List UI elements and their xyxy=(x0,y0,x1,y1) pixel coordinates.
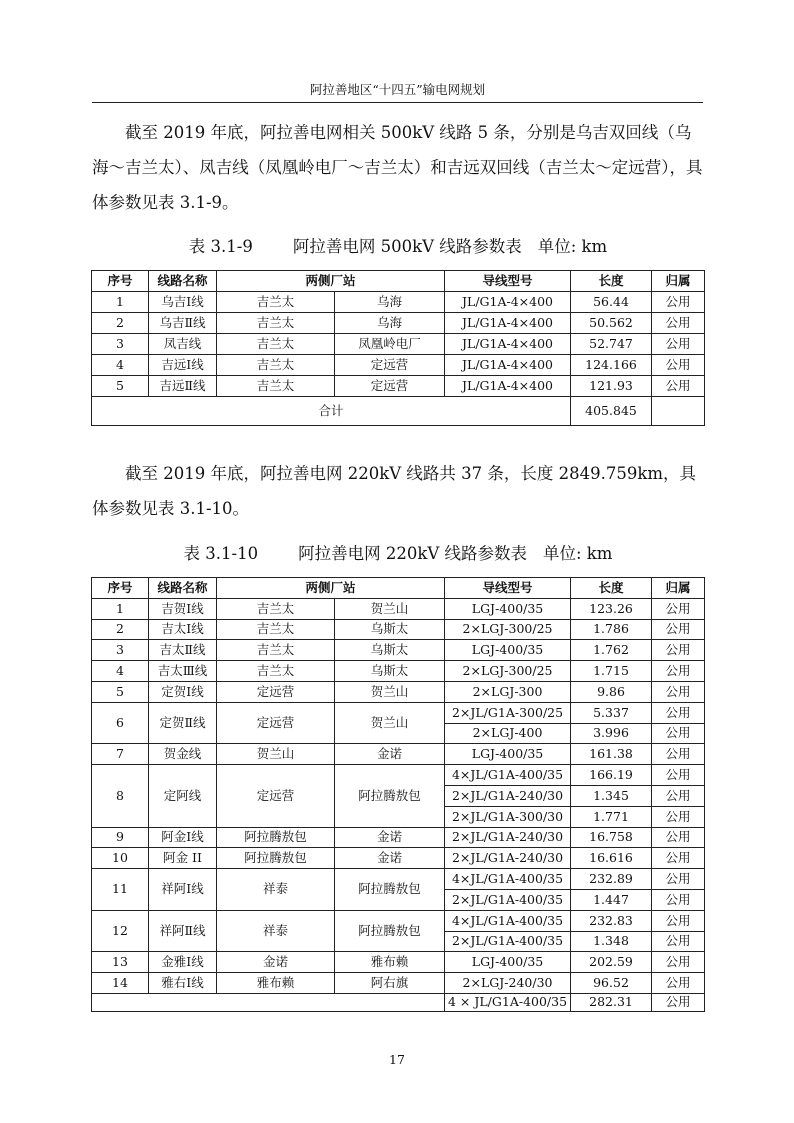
cell-station-b: 阿拉腾敖包 xyxy=(335,765,445,827)
cell-ownership: 公用 xyxy=(652,869,705,890)
empty-cell xyxy=(92,993,445,1011)
cell-line-name: 定贺Ⅰ线 xyxy=(149,681,217,702)
cell-length: 121.93 xyxy=(571,376,652,397)
cell-conductor-type: 2×JL/G1A-400/35 xyxy=(445,931,571,952)
cell-ownership: 公用 xyxy=(652,723,705,744)
table-row xyxy=(92,848,705,869)
cell-length: 16.616 xyxy=(571,848,652,869)
table1-caption-number: 表 3.1-9 xyxy=(188,237,253,256)
cell-length: 56.44 xyxy=(571,292,652,313)
cell-index: 13 xyxy=(92,952,149,973)
cell-station-b: 阿拉腾敖包 xyxy=(335,910,445,952)
header-stations: 两侧厂站 xyxy=(217,578,445,599)
table2-caption-unit: 单位: km xyxy=(543,544,613,563)
header-conductor-type: 导线型号 xyxy=(445,578,571,599)
cell-station-a: 雅布赖 xyxy=(217,973,335,994)
cell-station-a: 吉兰太 xyxy=(217,334,335,355)
table-row xyxy=(92,334,705,355)
cell-station-a: 定远营 xyxy=(217,765,335,827)
cell-ownership: 公用 xyxy=(652,598,705,619)
cell-index: 5 xyxy=(92,376,149,397)
table-row xyxy=(92,827,705,848)
cell-index: 4 xyxy=(92,355,149,376)
table2-caption-title: 阿拉善电网 220kV 线路参数表 xyxy=(298,544,527,563)
cell-station-a: 吉兰太 xyxy=(217,640,335,661)
header-index: 序号 xyxy=(92,578,149,599)
cell-index: 8 xyxy=(92,765,149,827)
cell-length: 1.348 xyxy=(571,931,652,952)
cell-station-b: 乌海 xyxy=(335,292,445,313)
cell-length: 124.166 xyxy=(571,355,652,376)
cell-conductor-type: LGJ-400/35 xyxy=(445,744,571,765)
cell-length: 9.86 xyxy=(571,681,652,702)
cell-length: 232.83 xyxy=(571,910,652,931)
cell-line-name: 吉太Ⅰ线 xyxy=(149,619,217,640)
cell-conductor-type: 2×LGJ-300 xyxy=(445,681,571,702)
cell-conductor-type: 2×JL/G1A-240/30 xyxy=(445,785,571,806)
cell-length: 166.19 xyxy=(571,765,652,786)
cell-length: 232.89 xyxy=(571,869,652,890)
cell-index: 6 xyxy=(92,702,149,744)
table-header-row xyxy=(92,578,705,599)
cell-ownership: 公用 xyxy=(652,973,705,994)
cell-conductor-type: JL/G1A-4×400 xyxy=(445,334,571,355)
cell-conductor-type: JL/G1A-4×400 xyxy=(445,376,571,397)
cell-station-a: 吉兰太 xyxy=(217,355,335,376)
cell-length: 1.786 xyxy=(571,619,652,640)
cell-line-name: 吉远Ⅱ线 xyxy=(149,376,217,397)
header-ownership: 归属 xyxy=(652,578,705,599)
cell-length: 1.771 xyxy=(571,806,652,827)
cell-line-name: 乌吉Ⅰ线 xyxy=(149,292,217,313)
cell-conductor-type: 4×JL/G1A-400/35 xyxy=(445,869,571,890)
cell-line-name: 金雅Ⅰ线 xyxy=(149,952,217,973)
cell-index: 9 xyxy=(92,827,149,848)
cell-index: 12 xyxy=(92,910,149,952)
table-row xyxy=(92,869,705,890)
cell-line-name: 定贺Ⅱ线 xyxy=(149,702,217,744)
cell-conductor-type: 2×LGJ-300/25 xyxy=(445,661,571,682)
cell-line-name: 雅右Ⅰ线 xyxy=(149,973,217,994)
cell-conductor-type: 2×LGJ-300/25 xyxy=(445,619,571,640)
cell-station-b: 凤凰岭电厂 xyxy=(335,334,445,355)
header-length: 长度 xyxy=(571,271,652,292)
cell-station-b: 金诺 xyxy=(335,848,445,869)
cell-conductor-type: JL/G1A-4×400 xyxy=(445,313,571,334)
cell-station-a: 金诺 xyxy=(217,952,335,973)
cell-length: 123.26 xyxy=(571,598,652,619)
cell-conductor-type: JL/G1A-4×400 xyxy=(445,355,571,376)
cell-index: 14 xyxy=(92,973,149,994)
cell-line-name: 凤吉线 xyxy=(149,334,217,355)
header-index: 序号 xyxy=(92,271,149,292)
cell-index: 2 xyxy=(92,313,149,334)
page-header: 阿拉善地区“十四五”输电网规划 xyxy=(92,80,703,103)
cell-ownership: 公用 xyxy=(652,744,705,765)
header-line-name: 线路名称 xyxy=(149,578,217,599)
cell-conductor-type: 2×LGJ-240/30 xyxy=(445,973,571,994)
table-row xyxy=(92,744,705,765)
table2-caption xyxy=(92,540,704,564)
cell-station-a: 祥泰 xyxy=(217,910,335,952)
cell-station-b: 金诺 xyxy=(335,827,445,848)
cell-line-name: 吉贺Ⅰ线 xyxy=(149,598,217,619)
table-row xyxy=(92,952,705,973)
cell-ownership: 公用 xyxy=(652,376,705,397)
cell-length: 282.31 xyxy=(571,993,652,1011)
cell-station-a: 吉兰太 xyxy=(217,619,335,640)
cell-index: 1 xyxy=(92,598,149,619)
cell-station-a: 贺兰山 xyxy=(217,744,335,765)
cell-line-name: 阿金Ⅰ线 xyxy=(149,827,217,848)
table1-caption xyxy=(92,233,704,257)
cell-ownership: 公用 xyxy=(652,355,705,376)
cell-station-b: 定远营 xyxy=(335,355,445,376)
table-220kv-lines xyxy=(91,577,705,1012)
cell-station-b: 定远营 xyxy=(335,376,445,397)
table-row xyxy=(92,661,705,682)
table-row xyxy=(92,376,705,397)
table-row xyxy=(92,765,705,786)
table-row xyxy=(92,355,705,376)
cell-station-b: 阿拉腾敖包 xyxy=(335,869,445,911)
cell-ownership: 公用 xyxy=(652,702,705,723)
cell-station-a: 吉兰太 xyxy=(217,661,335,682)
total-label: 合计 xyxy=(92,397,571,426)
table-row xyxy=(92,313,705,334)
table-row xyxy=(92,702,705,723)
cell-station-a: 定远营 xyxy=(217,681,335,702)
cell-index: 11 xyxy=(92,869,149,911)
header-conductor-type: 导线型号 xyxy=(445,271,571,292)
cell-line-name: 乌吉Ⅱ线 xyxy=(149,313,217,334)
cell-station-b: 雅布赖 xyxy=(335,952,445,973)
cell-length: 52.747 xyxy=(571,334,652,355)
cell-conductor-type: 2×JL/G1A-300/25 xyxy=(445,702,571,723)
cell-conductor-type: 4×JL/G1A-400/35 xyxy=(445,765,571,786)
paragraph-500kv-intro: 截至 2019 年底，阿拉善电网相关 500kV 线路 5 条，分别是乌吉双回线（乌海～吉兰太）、凤吉线（凤凰岭电厂～吉兰太）和吉远双回线（吉兰太～定远营），具体参数见表 3.1-9。 xyxy=(92,123,703,212)
cell-ownership: 公用 xyxy=(652,765,705,786)
cell-index: 1 xyxy=(92,292,149,313)
table-row xyxy=(92,681,705,702)
table1-caption-unit: 单位: km xyxy=(537,237,608,256)
cell-station-a: 吉兰太 xyxy=(217,598,335,619)
cell-ownership: 公用 xyxy=(652,313,705,334)
cell-length: 1.345 xyxy=(571,785,652,806)
cell-station-b: 乌斯太 xyxy=(335,661,445,682)
cell-length: 1.715 xyxy=(571,661,652,682)
page-number: 17 xyxy=(389,1052,405,1067)
cell-ownership: 公用 xyxy=(652,952,705,973)
cell-station-a: 阿拉腾敖包 xyxy=(217,827,335,848)
table-row xyxy=(92,973,705,994)
cell-length: 5.337 xyxy=(571,702,652,723)
cell-station-a: 阿拉腾敖包 xyxy=(217,848,335,869)
cell-station-a: 祥泰 xyxy=(217,869,335,911)
cell-conductor-type: LGJ-400/35 xyxy=(445,598,571,619)
cell-index: 2 xyxy=(92,619,149,640)
cell-conductor-type: 2×JL/G1A-400/35 xyxy=(445,889,571,910)
cell-station-b: 金诺 xyxy=(335,744,445,765)
cell-line-name: 祥阿Ⅱ线 xyxy=(149,910,217,952)
header-length: 长度 xyxy=(571,578,652,599)
cell-ownership: 公用 xyxy=(652,292,705,313)
cell-ownership: 公用 xyxy=(652,640,705,661)
cell-station-a: 定远营 xyxy=(217,702,335,744)
cell-ownership: 公用 xyxy=(652,848,705,869)
cell-length: 16.758 xyxy=(571,827,652,848)
cell-line-name: 祥阿Ⅰ线 xyxy=(149,869,217,911)
header-stations: 两侧厂站 xyxy=(217,271,445,292)
paragraph-220kv-intro: 截至 2019 年底，阿拉善电网 220kV 线路共 37 条，长度 2849.759km，具体参数见表 3.1-10。 xyxy=(92,464,696,518)
cell-conductor-type: 2×JL/G1A-300/30 xyxy=(445,806,571,827)
cell-station-b: 乌斯太 xyxy=(335,619,445,640)
cell-index: 7 xyxy=(92,744,149,765)
cell-station-b: 贺兰山 xyxy=(335,598,445,619)
cell-ownership: 公用 xyxy=(652,681,705,702)
header-ownership: 归属 xyxy=(652,271,705,292)
cell-station-a: 吉兰太 xyxy=(217,376,335,397)
table-500kv-lines xyxy=(91,270,705,426)
total-value: 405.845 xyxy=(571,397,652,426)
cell-conductor-type: 2×JL/G1A-240/30 xyxy=(445,848,571,869)
cell-station-b: 贺兰山 xyxy=(335,702,445,744)
cell-line-name: 吉太Ⅱ线 xyxy=(149,640,217,661)
cell-ownership: 公用 xyxy=(652,806,705,827)
cell-index: 10 xyxy=(92,848,149,869)
table-row xyxy=(92,598,705,619)
cell-conductor-type: 2×JL/G1A-240/30 xyxy=(445,827,571,848)
cell-station-b: 乌斯太 xyxy=(335,640,445,661)
cell-station-b: 乌海 xyxy=(335,313,445,334)
cell-conductor-type: 2×LGJ-400 xyxy=(445,723,571,744)
cell-ownership: 公用 xyxy=(652,661,705,682)
cell-index: 4 xyxy=(92,661,149,682)
cell-length: 1.762 xyxy=(571,640,652,661)
cell-ownership: 公用 xyxy=(652,931,705,952)
table-row xyxy=(92,910,705,931)
cell-ownership: 公用 xyxy=(652,910,705,931)
cell-ownership: 公用 xyxy=(652,334,705,355)
cell-ownership: 公用 xyxy=(652,827,705,848)
empty-cell xyxy=(652,397,705,426)
cell-conductor-type: JL/G1A-4×400 xyxy=(445,292,571,313)
cell-length: 161.38 xyxy=(571,744,652,765)
cell-ownership: 公用 xyxy=(652,785,705,806)
cell-ownership: 公用 xyxy=(652,889,705,910)
cell-station-b: 阿右旗 xyxy=(335,973,445,994)
cell-conductor-type: 4×JL/G1A-400/35 xyxy=(445,910,571,931)
cell-station-a: 吉兰太 xyxy=(217,313,335,334)
cell-conductor-type: LGJ-400/35 xyxy=(445,952,571,973)
cell-index: 3 xyxy=(92,640,149,661)
cell-index: 3 xyxy=(92,334,149,355)
cell-line-name: 吉太Ⅲ线 xyxy=(149,661,217,682)
cell-line-name: 阿金 II xyxy=(149,848,217,869)
cell-ownership: 公用 xyxy=(652,993,705,1011)
table-header-row xyxy=(92,271,705,292)
table-total-row xyxy=(92,397,705,426)
cell-length: 96.52 xyxy=(571,973,652,994)
cell-line-name: 贺金线 xyxy=(149,744,217,765)
cell-conductor-type: 4 × JL/G1A-400/35 xyxy=(445,993,571,1011)
cell-station-a: 吉兰太 xyxy=(217,292,335,313)
cell-length: 1.447 xyxy=(571,889,652,910)
cell-ownership: 公用 xyxy=(652,619,705,640)
header-line-name: 线路名称 xyxy=(149,271,217,292)
table-row xyxy=(92,993,705,1011)
cell-length: 50.562 xyxy=(571,313,652,334)
cell-station-b: 贺兰山 xyxy=(335,681,445,702)
table-row xyxy=(92,292,705,313)
table2-caption-number: 表 3.1-10 xyxy=(183,544,259,563)
cell-line-name: 定阿线 xyxy=(149,765,217,827)
table-row xyxy=(92,640,705,661)
cell-length: 202.59 xyxy=(571,952,652,973)
table1-caption-title: 阿拉善电网 500kV 线路参数表 xyxy=(292,237,522,256)
cell-conductor-type: LGJ-400/35 xyxy=(445,640,571,661)
cell-length: 3.996 xyxy=(571,723,652,744)
cell-line-name: 吉远Ⅰ线 xyxy=(149,355,217,376)
cell-index: 5 xyxy=(92,681,149,702)
table-row xyxy=(92,619,705,640)
